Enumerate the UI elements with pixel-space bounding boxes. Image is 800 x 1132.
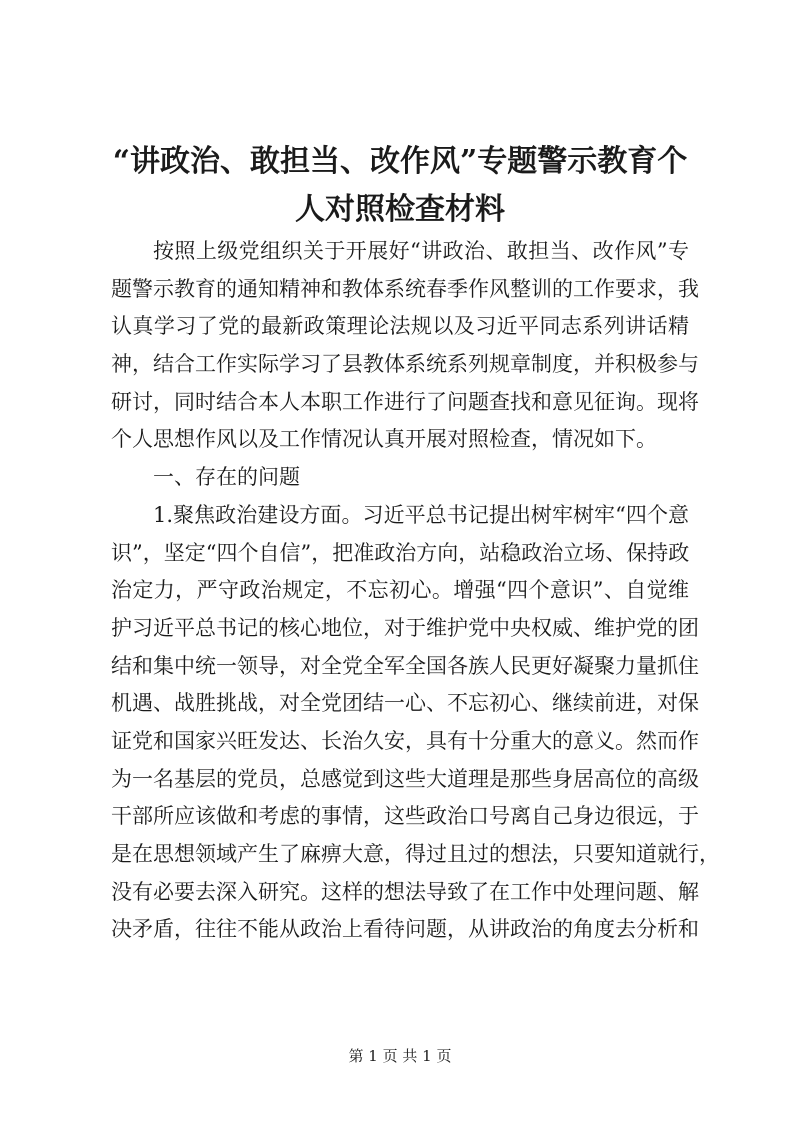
document-body — [111, 233, 720, 949]
body-line: 为一名基层的党员，总感觉到这些大道理是那些身居高位的高级 — [111, 766, 699, 791]
title-line: “讲政治、敢担当、改作风”专题警示教育个 — [112, 144, 688, 179]
body-line: 护习近平总书记的核心地位，对于维护党中央权威、维护党的团 — [111, 615, 699, 640]
body-line: 1.聚焦政治建设方面。习近平总书记提出树牢树牢“四个意 — [153, 502, 689, 527]
body-line: 个人思想作风以及工作情况认真开展对照检查，情况如下。 — [111, 427, 657, 452]
body-line: 干部所应该做和考虑的事情，这些政治口号离自己身边很远，于 — [111, 804, 699, 829]
body-line: 没有必要去深入研究。这样的想法导致了在工作中处理问题、解 — [111, 879, 699, 904]
body-line: 机遇、战胜挑战，对全党团结一心、不忘初心、继续前进，对保 — [111, 691, 699, 716]
body-line: 是在思想领域产生了麻痹大意，得过且过的想法，只要知道就行， — [111, 842, 720, 866]
body-line: 证党和国家兴旺发达、长治久安，具有十分重大的意义。然而作 — [111, 728, 699, 753]
body-line: 结和集中统一领导，对全党全军全国各族人民更好凝聚力量抓住 — [111, 653, 699, 678]
body-line: 题警示教育的通知精神和教体系统春季作风整训的工作要求，我 — [111, 276, 699, 301]
body-line: 研讨，同时结合本人本职工作进行了问题查找和意见征询。现将 — [111, 389, 699, 414]
section-heading: 一、存在的问题 — [153, 465, 300, 490]
body-line: 按照上级党组织关于开展好“讲政治、敢担当、改作风”专 — [153, 239, 689, 263]
body-line: 识”，坚定“四个自信”，把准政治方向，站稳政治立场、保持政 — [111, 540, 690, 565]
page-footer: 第 1 页 共 1 页 — [348, 1047, 452, 1065]
document-title — [100, 138, 700, 234]
body-line: 神，结合工作实际学习了县教体系统系列规章制度，并积极参与 — [111, 352, 699, 377]
body-line: 认真学习了党的最新政策理论法规以及习近平同志系列讲话精 — [111, 314, 689, 339]
body-line: 决矛盾，往往不能从政治上看待问题，从讲政治的角度去分析和 — [111, 917, 699, 942]
body-line: 治定力，严守政治规定，不忘初心。增强“四个意识”、自觉维 — [111, 578, 689, 603]
title-line: 人对照检查材料 — [295, 192, 505, 227]
